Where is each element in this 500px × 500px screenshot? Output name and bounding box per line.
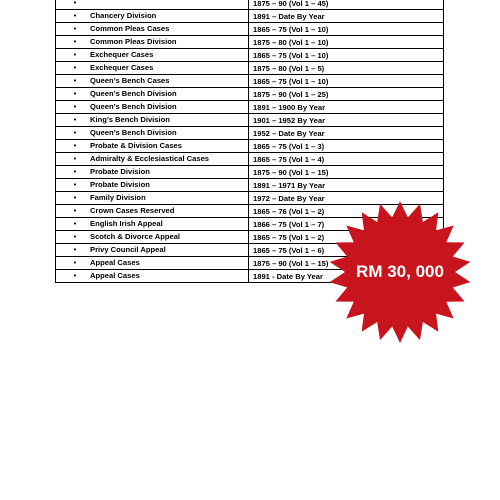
table-row bbox=[56, 0, 444, 10]
report-period-cell: 1865 – 75 (Vol 1 – 2) bbox=[249, 231, 444, 244]
table-row bbox=[56, 140, 444, 153]
bullet-icon: • bbox=[73, 156, 77, 163]
report-period-cell: 1891 – Date By Year bbox=[249, 10, 444, 23]
report-period-cell: 1865 – 75 (Vol 1 – 10) bbox=[249, 23, 444, 36]
bullet-icon: • bbox=[73, 130, 77, 137]
report-name: Scotch & Divorce Appeal bbox=[90, 232, 181, 241]
report-period-cell: 1952 – Date By Year bbox=[249, 127, 444, 140]
report-period-cell: 1875 – 90 (Vol 1 – 15) bbox=[249, 166, 444, 179]
bullet-icon: • bbox=[73, 208, 77, 215]
report-period-cell: 1901 – 1952 By Year bbox=[249, 114, 444, 127]
report-name-cell bbox=[56, 36, 249, 49]
report-name: Common Pleas Cases bbox=[90, 24, 170, 33]
report-period-cell: 1875 – 90 (Vol 1 – 15) bbox=[249, 257, 444, 270]
bullet-icon: • bbox=[73, 13, 77, 20]
report-name-cell bbox=[56, 62, 249, 75]
report-name-cell bbox=[56, 10, 249, 23]
bullet-icon: • bbox=[73, 169, 77, 176]
table-row bbox=[56, 88, 444, 101]
report-period-cell: 1875 – 90 (Vol 1 – 45) bbox=[249, 0, 444, 10]
report-name-cell bbox=[56, 205, 249, 218]
report-name-cell bbox=[56, 231, 249, 244]
report-name-cell bbox=[56, 153, 249, 166]
report-name-cell bbox=[56, 0, 249, 10]
report-period-cell: 1865 – 75 (Vol 1 – 4) bbox=[249, 153, 444, 166]
report-name-cell bbox=[56, 244, 249, 257]
report-name-cell bbox=[56, 23, 249, 36]
report-name-cell bbox=[56, 88, 249, 101]
table-row bbox=[56, 36, 444, 49]
report-name-cell bbox=[56, 218, 249, 231]
table-row bbox=[56, 153, 444, 166]
bullet-icon: • bbox=[73, 247, 77, 254]
report-name-cell bbox=[56, 257, 249, 270]
report-name-cell bbox=[56, 114, 249, 127]
report-name: Queen’s Bench Cases bbox=[90, 76, 170, 85]
report-name: Probate & Division Cases bbox=[90, 141, 183, 150]
report-period-cell: 1891 - Date By Year bbox=[249, 270, 444, 283]
bullet-icon: • bbox=[73, 65, 77, 72]
report-name-cell bbox=[56, 166, 249, 179]
report-name: Common Pleas Division bbox=[90, 37, 177, 46]
bullet-icon: • bbox=[73, 260, 77, 267]
report-period-cell: 1865 – 75 (Vol 1 – 3) bbox=[249, 140, 444, 153]
report-period-cell: 1865 – 75 (Vol 1 – 10) bbox=[249, 49, 444, 62]
report-name-cell bbox=[56, 75, 249, 88]
report-name-cell bbox=[56, 49, 249, 62]
report-name: Exchequer Cases bbox=[90, 63, 154, 72]
table-row bbox=[56, 10, 444, 23]
report-name-cell bbox=[56, 140, 249, 153]
report-name: Queen’s Bench Division bbox=[90, 89, 177, 98]
report-period-cell: 1972 – Date By Year bbox=[249, 192, 444, 205]
bullet-icon: • bbox=[73, 234, 77, 241]
report-name-cell bbox=[56, 101, 249, 114]
price-label: RM 30, 000 bbox=[356, 262, 444, 281]
report-name-cell bbox=[56, 179, 249, 192]
bullet-icon: • bbox=[73, 195, 77, 202]
bullet-icon: • bbox=[73, 39, 77, 46]
report-name: Admiralty & Ecclesiastical Cases bbox=[90, 154, 210, 163]
bullet-icon: • bbox=[73, 0, 77, 7]
report-period-cell: 1865 – 75 (Vol 1 – 6) bbox=[249, 244, 444, 257]
report-name: Queen’s Bench Division bbox=[90, 128, 177, 137]
report-name: Probate Division bbox=[90, 167, 150, 176]
report-period-cell: 1875 – 80 (Vol 1 – 5) bbox=[249, 62, 444, 75]
report-period-cell: 1866 – 75 (Vol 1 – 7) bbox=[249, 218, 444, 231]
table-row bbox=[56, 166, 444, 179]
report-name: Appeal Cases bbox=[90, 271, 140, 280]
bullet-icon: • bbox=[73, 104, 77, 111]
report-name: Queen’s Bench Division bbox=[90, 102, 177, 111]
report-name-cell bbox=[56, 127, 249, 140]
report-period-cell: 1875 – 80 (Vol 1 – 10) bbox=[249, 36, 444, 49]
report-period-cell: 1865 – 75 (Vol 1 – 10) bbox=[249, 75, 444, 88]
table-row bbox=[56, 127, 444, 140]
report-name: Exchequer Cases bbox=[90, 50, 154, 59]
report-period-cell: 1891 – 1971 By Year bbox=[249, 179, 444, 192]
report-name: Probate Division bbox=[90, 180, 150, 189]
bullet-icon: • bbox=[73, 273, 77, 280]
report-name: Chancery Division bbox=[90, 11, 157, 20]
report-period-cell: 1865 – 76 (Vol 1 – 2) bbox=[249, 205, 444, 218]
bullet-icon: • bbox=[73, 26, 77, 33]
report-name: Family Division bbox=[90, 193, 146, 202]
bullet-icon: • bbox=[73, 52, 77, 59]
bullet-icon: • bbox=[73, 143, 77, 150]
price-badge bbox=[328, 200, 472, 344]
report-name: King’s Bench Division bbox=[90, 115, 170, 124]
report-name: Crown Cases Reserved bbox=[90, 206, 175, 215]
report-period-cell: 1875 – 90 (Vol 1 – 25) bbox=[249, 88, 444, 101]
table-row bbox=[56, 23, 444, 36]
table-row bbox=[56, 75, 444, 88]
bullet-icon: • bbox=[73, 182, 77, 189]
report-name-cell bbox=[56, 192, 249, 205]
bullet-icon: • bbox=[73, 117, 77, 124]
report-name: Privy Council Appeal bbox=[90, 245, 166, 254]
table-row bbox=[56, 49, 444, 62]
report-name: English Irish Appeal bbox=[90, 219, 163, 228]
report-name: Appeal Cases bbox=[90, 258, 140, 267]
table-row bbox=[56, 101, 444, 114]
table-row bbox=[56, 179, 444, 192]
bullet-icon: • bbox=[73, 91, 77, 98]
bullet-icon: • bbox=[73, 78, 77, 85]
table-row bbox=[56, 62, 444, 75]
report-name-cell bbox=[56, 270, 249, 283]
bullet-icon: • bbox=[73, 221, 77, 228]
report-period-cell: 1891 – 1900 By Year bbox=[249, 101, 444, 114]
table-row bbox=[56, 114, 444, 127]
